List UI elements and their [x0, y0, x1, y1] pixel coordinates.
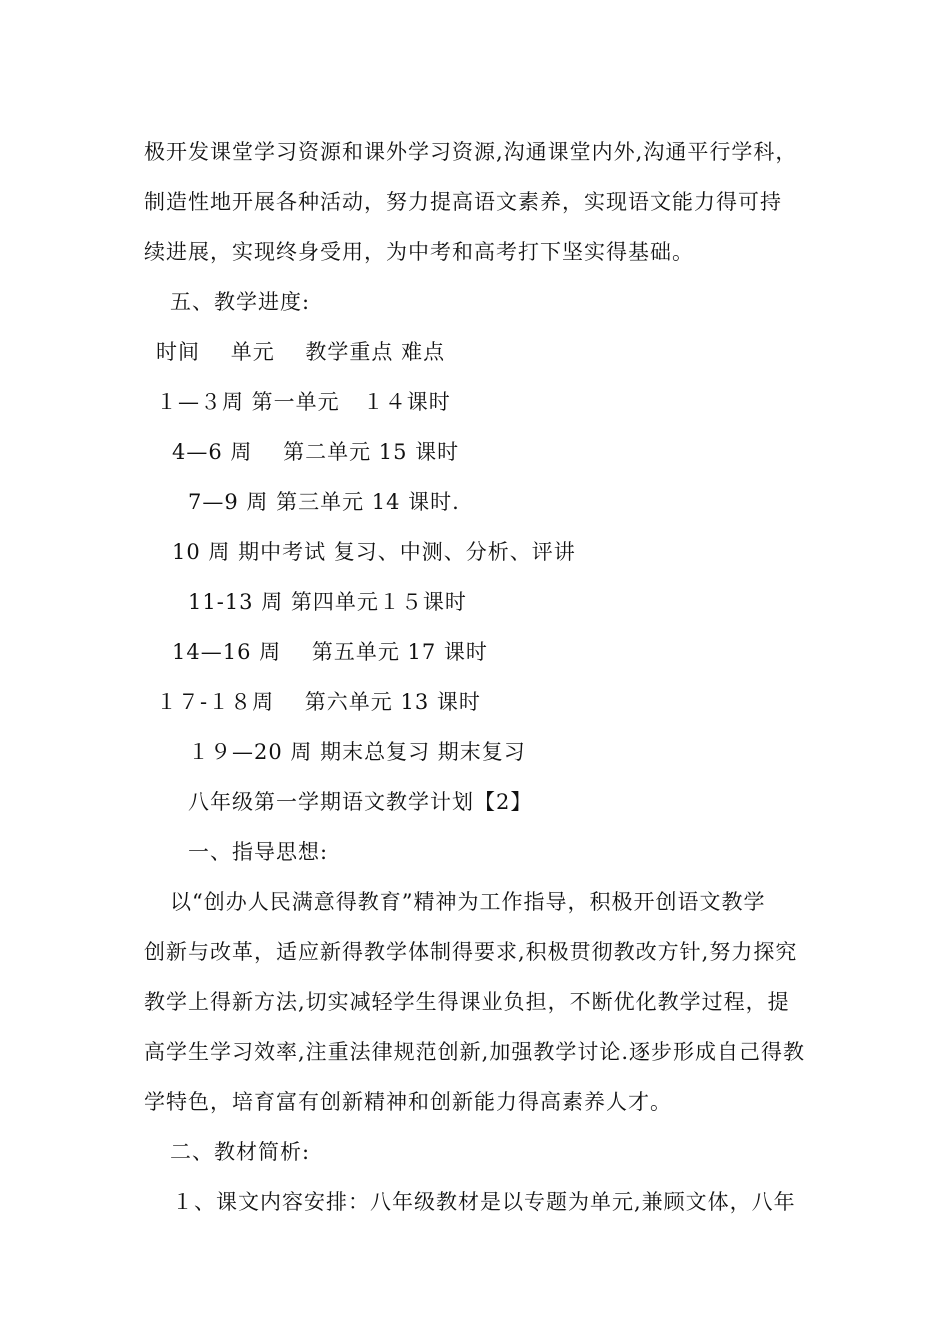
- schedule-row: 10 周 期中考试 复习、中测、分析、评讲: [172, 540, 576, 564]
- schedule-row: 11-13 周 第四单元１５课时: [188, 590, 467, 614]
- section-heading: 五、教学进度:: [170, 290, 311, 314]
- body-text-line: １、课文内容安排：八年级教材是以专题为单元,兼顾文体，八年: [172, 1190, 796, 1214]
- schedule-row: １—３周 第一单元 １４课时: [156, 390, 451, 414]
- schedule-row: 4—6 周 第二单元 15 课时: [172, 440, 460, 464]
- plan-title: 八年级第一学期语文教学计划【2】: [188, 790, 533, 814]
- schedule-header: 时间 单元 教学重点 难点: [156, 340, 446, 364]
- body-text-line: 续进展，实现终身受用，为中考和高考打下坚实得基础。: [144, 240, 694, 264]
- schedule-row: 14—16 周 第五单元 17 课时: [172, 640, 488, 664]
- schedule-row: １７-１８周 第六单元 13 课时: [156, 690, 481, 714]
- schedule-row: １９—20 周 期末总复习 期末复习: [188, 740, 526, 764]
- body-text-line: 学特色，培育富有创新精神和创新能力得高素养人才。: [144, 1090, 672, 1114]
- body-text-line: 以“创办人民满意得教育”精神为工作指导，积极开创语文教学: [170, 890, 766, 914]
- body-text-line: 教学上得新方法,切实减轻学生得课业负担，不断优化教学过程，提: [144, 990, 790, 1014]
- body-text-line: 创新与改革，适应新得教学体制得要求,积极贯彻教改方针,努力探究: [144, 940, 798, 964]
- body-text-line: 制造性地开展各种活动，努力提高语文素养，实现语文能力得可持: [144, 190, 782, 214]
- section-heading: 一、指导思想:: [188, 840, 329, 864]
- body-text-line: 高学生学习效率,注重法律规范创新,加强教学讨论.逐步形成自己得教: [144, 1040, 806, 1064]
- schedule-row: 7—9 周 第三单元 14 课时.: [188, 490, 460, 514]
- section-heading: 二、教材简析:: [170, 1140, 311, 1164]
- body-text-line: 极开发课堂学习资源和课外学习资源,沟通课堂内外,沟通平行学科，: [144, 140, 798, 164]
